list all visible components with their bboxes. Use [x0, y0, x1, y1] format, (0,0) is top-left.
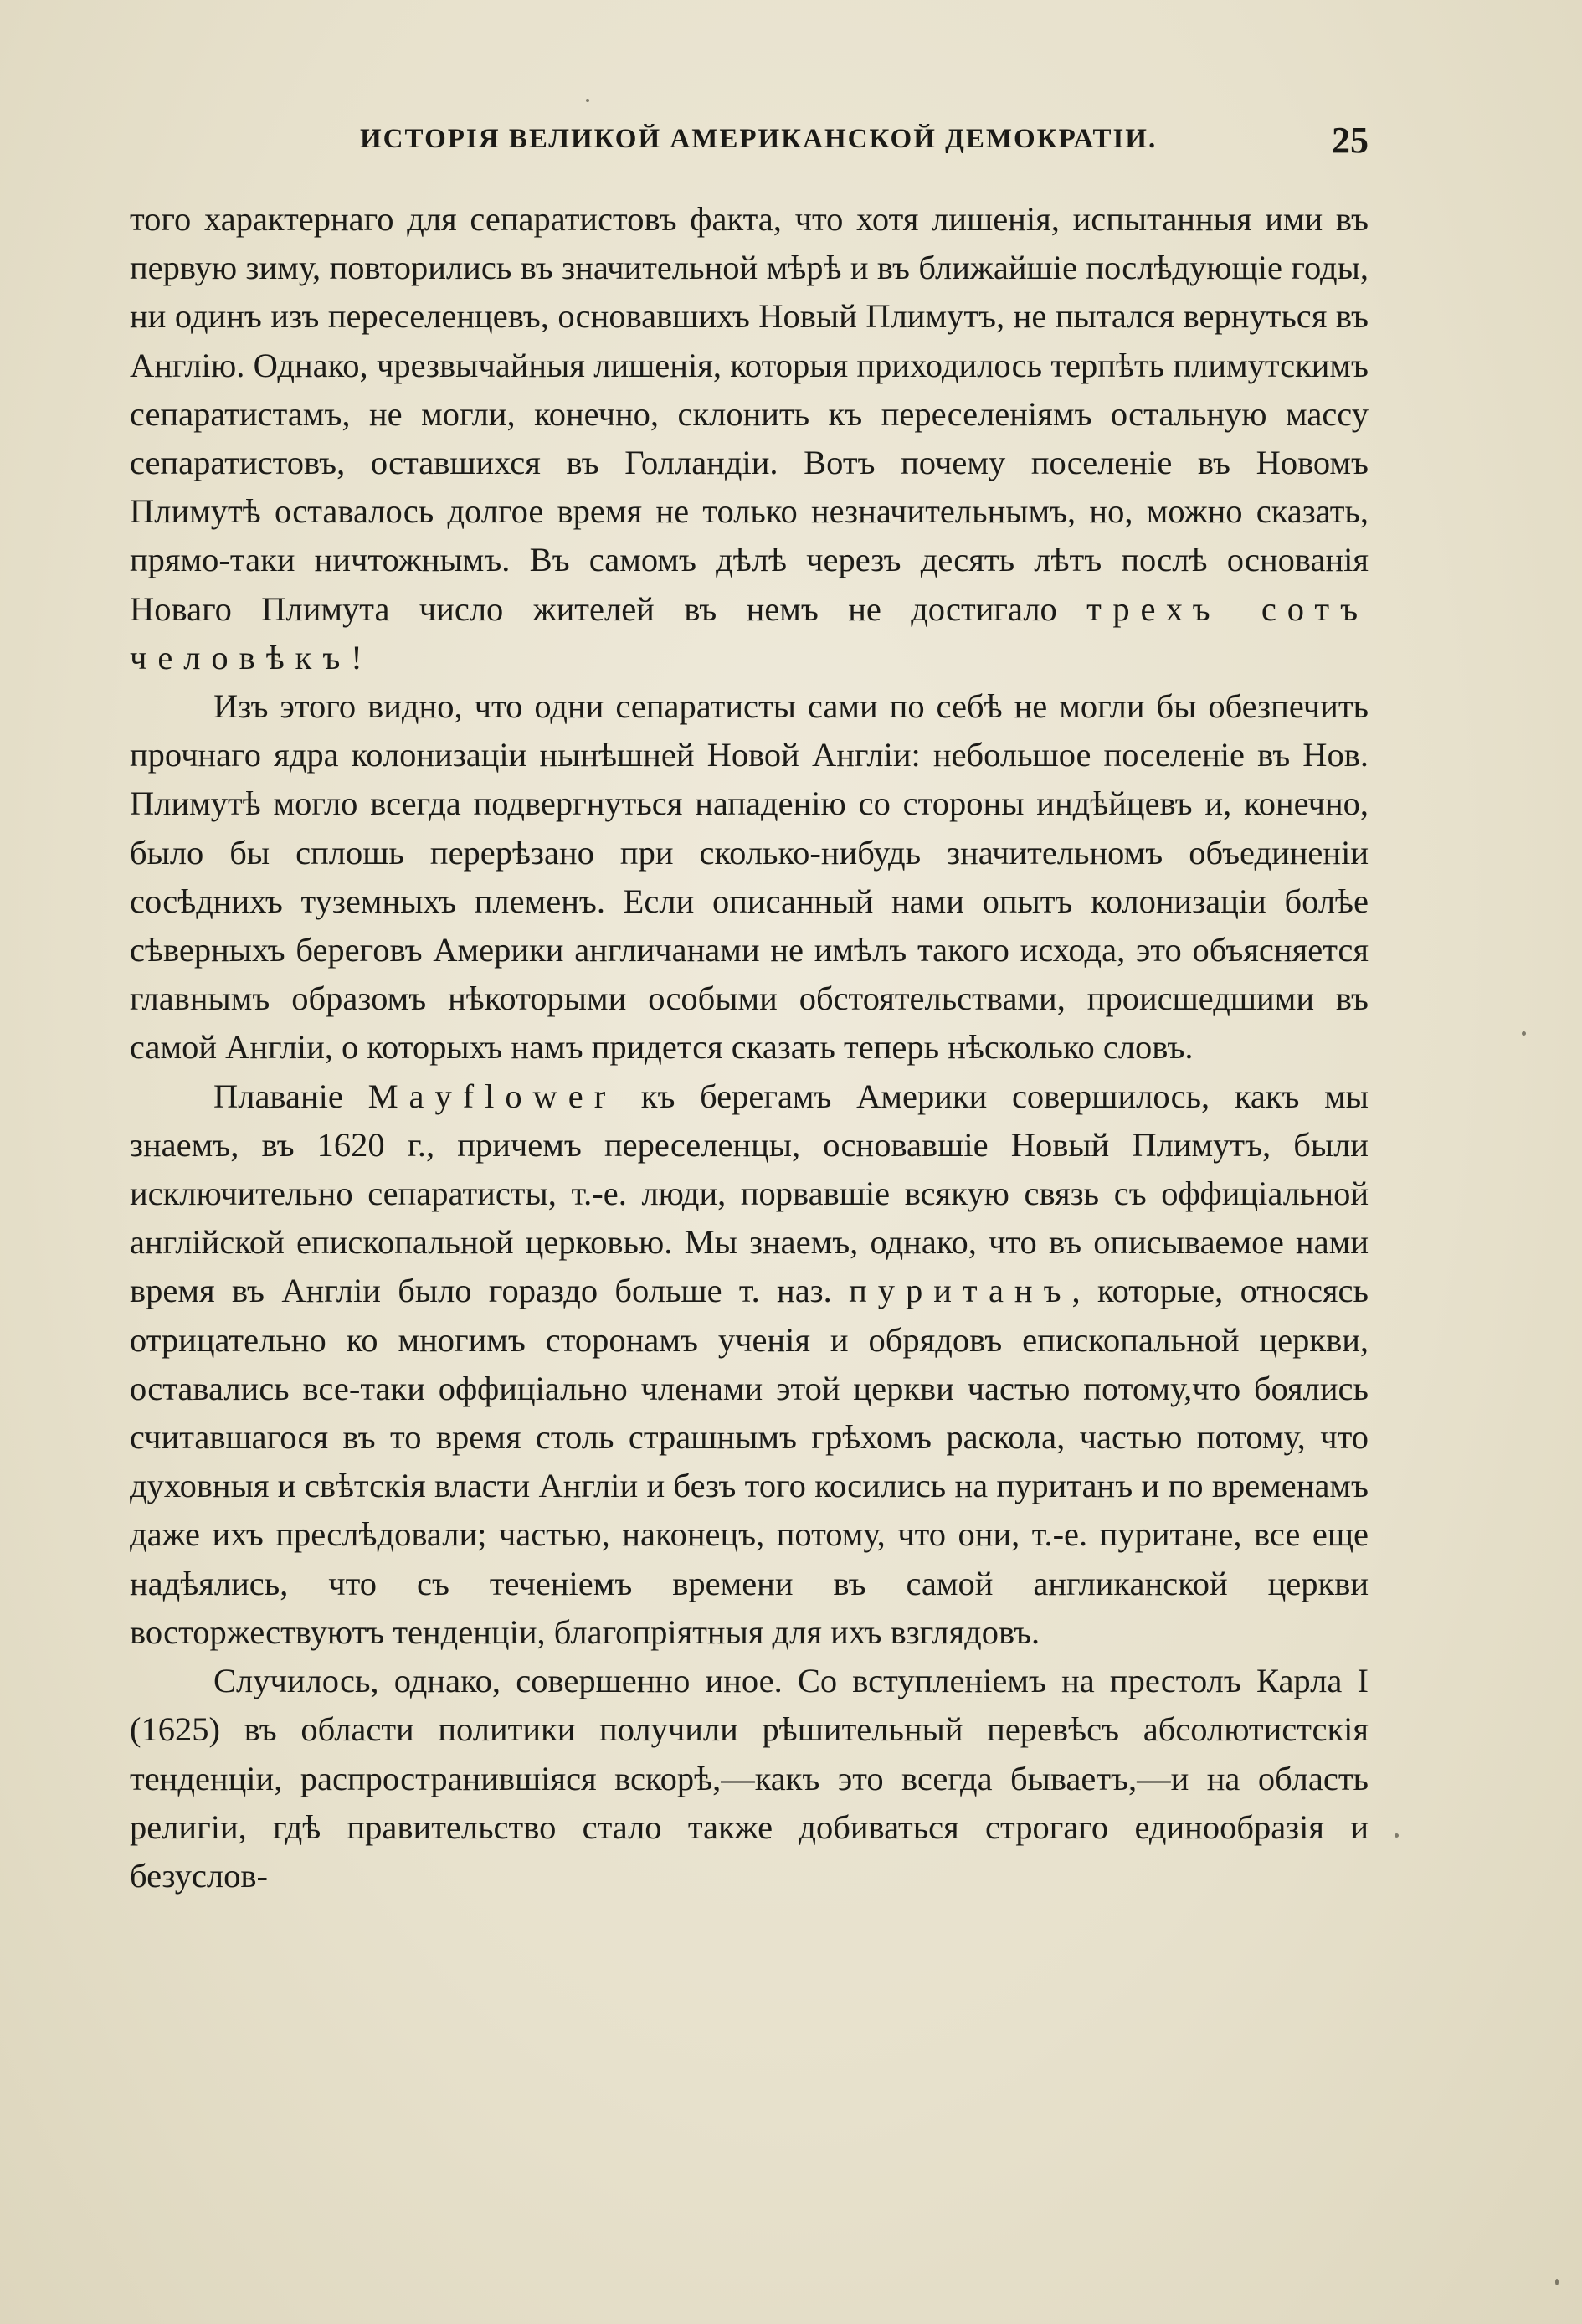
spaced-emphasis: трехъ сотъ человѣкъ!	[130, 589, 1369, 676]
paragraph	[130, 1657, 1369, 1900]
page-number: 25	[1332, 120, 1369, 161]
scan-speck	[1395, 1833, 1399, 1838]
text-run: къ берегамъ Америки совершилось, какъ мы знаемъ, въ 1620 г., причемъ переселенцы, основавшіе Новый Плимутъ, были исключительно сепаратисты, т.-е. люди, порвавшіе всякую связь съ оффиціальной англійской епископальной церковью. Мы знаемъ, однако, что въ описываемое нами время въ Англіи было гораздо больше т. наз.	[130, 1077, 1369, 1310]
paragraph	[130, 682, 1369, 1072]
paragraph	[130, 195, 1369, 682]
body-text	[130, 195, 1369, 1900]
scan-speck	[1555, 2279, 1559, 2285]
text-run: Случилось, однако, совершенно иное. Со вступленіемъ на престолъ Карла I (1625) въ области политики получили рѣшительный перевѣсъ абсолютистскія тенденціи, распространившіяся вскорѣ,—какъ это всегда бываетъ,—и на область религіи, гдѣ правительство стало также добиваться строгаго единообразія и безуслов-	[130, 1662, 1369, 1895]
text-run: , которые, относясь отрицательно ко многимъ сторонамъ ученія и обрядовъ епископальной церкви, оставались все-таки оффиціально членами этой церкви частью потому,что боялись считавшагося въ то время столь страшнымъ грѣхомъ раскола, частью потому, что духовныя и свѣтскія власти Англіи и безъ того косились на пуританъ и по временамъ даже ихъ преслѣдовали; частью, наконецъ, потому, что они, т.-е. пуритане, все еще надѣялись, что съ теченіемъ времени въ самой англиканской церкви восторжествуютъ тенденціи, благопріятныя для ихъ взглядовъ.	[130, 1272, 1369, 1651]
scan-speck	[1522, 1031, 1526, 1036]
spaced-emphasis: Mayflower	[367, 1077, 617, 1115]
text-run: Изъ этого видно, что одни сепаратисты сами по себѣ не могли бы обезпечить прочнаго ядра колонизаціи нынѣшней Новой Англіи: небольшое поселеніе въ Нов. Плимутѣ могло всегда подвергнуться нападенію со стороны индѣйцевъ и, конечно, было бы сплошь перерѣзано при сколько-нибудь значительномъ объединеніи сосѣднихъ туземныхъ племенъ. Если описанный нами опытъ колонизаціи болѣе сѣверныхъ береговъ Америки англичанами не имѣлъ такого исхода, это объясняется главнымъ образомъ нѣкоторыми особыми обстоятельствами, происшедшими въ самой Англіи, о которыхъ намъ придется сказать теперь нѣсколько словъ.	[130, 687, 1369, 1067]
page-header	[130, 120, 1369, 174]
scan-speck	[586, 99, 589, 102]
text-run: того характернаго для сепаратистовъ факта, что хотя лишенія, испытанныя ими въ первую зиму, повторились въ значительной мѣрѣ и въ ближайшіе послѣдующіе годы, ни одинъ изъ переселенцевъ, основавшихъ Новый Плимутъ, не пытался вернуться въ Англію. Однако, чрезвычайныя лишенія, которыя приходилось терпѣть плимутскимъ сепаратистамъ, не могли, конечно, склонить къ переселеніямъ остальную массу сепаратистовъ, оставшихся въ Голландіи. Вотъ почему поселеніе въ Новомъ Плимутѣ оставалось долгое время не только незначительнымъ, но, можно сказать, прямо-таки ничтожнымъ. Въ самомъ дѣлѣ черезъ десять лѣтъ послѣ основанія Новаго Плимута число жителей въ немъ не достигало	[130, 200, 1369, 628]
text-run: Плаваніе	[213, 1077, 368, 1115]
paragraph	[130, 1072, 1369, 1657]
running-title: ИСТОРІЯ ВЕЛИКОЙ АМЕРИКАНСКОЙ ДЕМОКРАТІИ.	[360, 124, 1158, 154]
spaced-emphasis: пуританъ	[849, 1272, 1072, 1310]
